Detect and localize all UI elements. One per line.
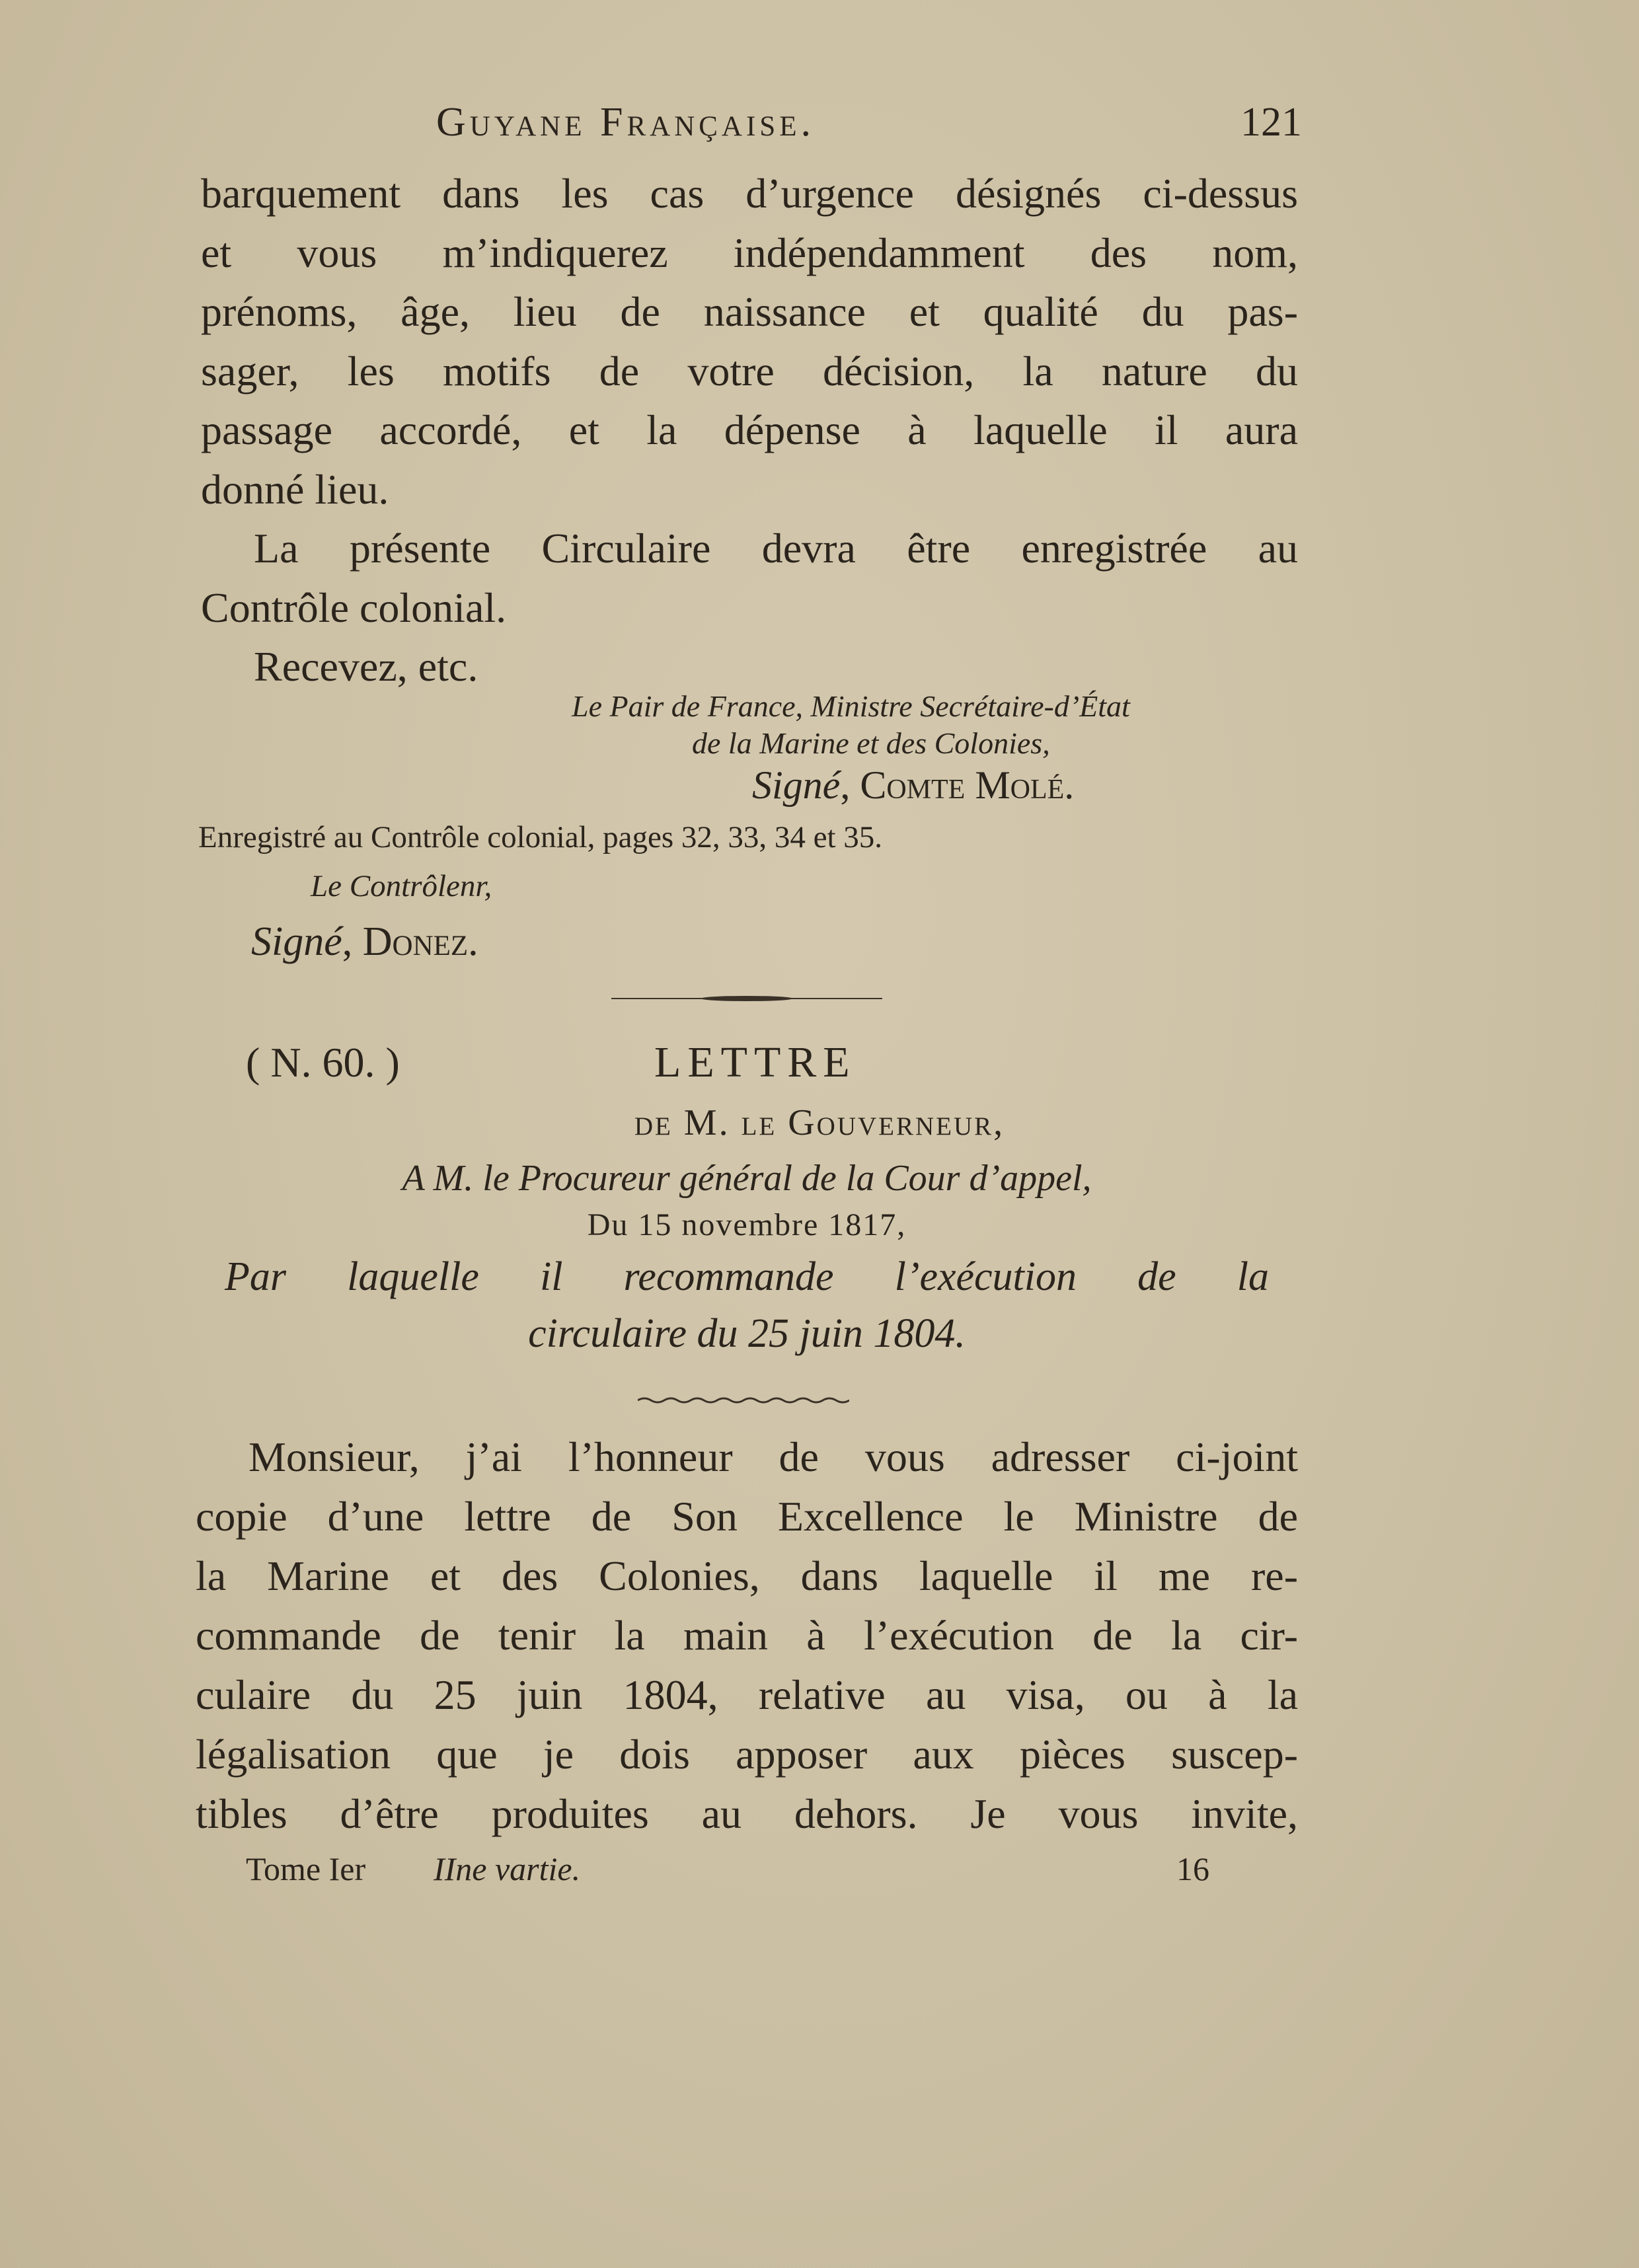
text-line: sager, les motifs de votre décision, la nature du [201,347,1298,395]
text-line: Monsieur, j’ai l’honneur de vous adresser ci-joint [248,1433,1298,1480]
registration-paragraph [201,519,1298,637]
footer-part: IIne vartie. [434,1850,581,1887]
letter-from: de M. le Gouverneur, [634,1102,1005,1143]
paragraph [196,1427,1298,1844]
letter-heading: LETTRE [654,1038,857,1086]
letter-subject-line-1: Par laquelle il recommande l’exécution de la [225,1254,1269,1299]
registration-note: Enregistré au Contrôle colonial, pages 32, 33, 34 et 35. [198,820,883,854]
text-line: Contrôle colonial. [201,584,507,631]
text-line: la Marine et des Colonies, dans laquelle il me re- [196,1552,1298,1599]
signatory-name: , Comte Molé. [840,763,1075,807]
text-line: culaire du 25 juin 1804, relative au visa, ou à la [196,1671,1298,1718]
letter-recipient: A M. le Procureur général de la Cour d’appel, [402,1158,1092,1199]
text-line: barquement dans les cas d’urgence désignés ci-dessus [201,170,1298,217]
controller-signed-label: Signé [251,919,342,964]
controller-title: Le Contrôlenr, [311,869,492,903]
letter-date: Du 15 novembre 1817, [587,1207,907,1242]
paragraph [201,164,1298,519]
text-line: La présente Circulaire devra être enregistrée au [254,525,1298,572]
letter-subject-line-2: circulaire du 25 juin 1804. [528,1311,966,1356]
text-line: copie d’une lettre de Son Excellence le Ministre de [196,1493,1298,1540]
continuation-paragraph [201,164,1298,519]
text-line: tibles d’être produites au dehors. Je vous invite, [196,1790,1298,1837]
signatory-title-2: de la Marine et des Colonies, [692,726,1050,760]
closing-text: Recevez, etc. [254,643,478,690]
signatory-line [752,759,1074,812]
wavy-divider [638,1396,849,1405]
controller-line [251,915,478,968]
footer-volume: Tome Ier [246,1850,366,1887]
text-line: et vous m’indiquerez indépendamment des nom, [201,229,1298,276]
text-line: prénoms, âge, lieu de naissance et qualité du pas- [201,288,1298,335]
text-line: légalisation que je dois apposer aux pièces suscep- [196,1731,1298,1778]
running-title: Guyane Française. [436,100,815,145]
footer-signature-mark: 16 [1176,1850,1209,1887]
text-line: donné lieu. [201,465,389,513]
signed-label: Signé [752,763,841,807]
letter-body-paragraph [196,1427,1298,1844]
letter-number: ( N. 60. ) [246,1039,400,1086]
paragraph [201,519,1298,637]
controller-name: , Donez. [342,919,478,964]
section-divider [611,995,882,1002]
running-header [436,99,1302,159]
page-number: 121 [1240,100,1302,145]
signatory-title-1: Le Pair de France, Ministre Secrétaire-d’État [572,689,1130,723]
text-line: passage accordé, et la dépense à laquelle il aura [201,406,1298,453]
text-line: commande de tenir la main à l’exécution de la cir- [196,1612,1298,1659]
